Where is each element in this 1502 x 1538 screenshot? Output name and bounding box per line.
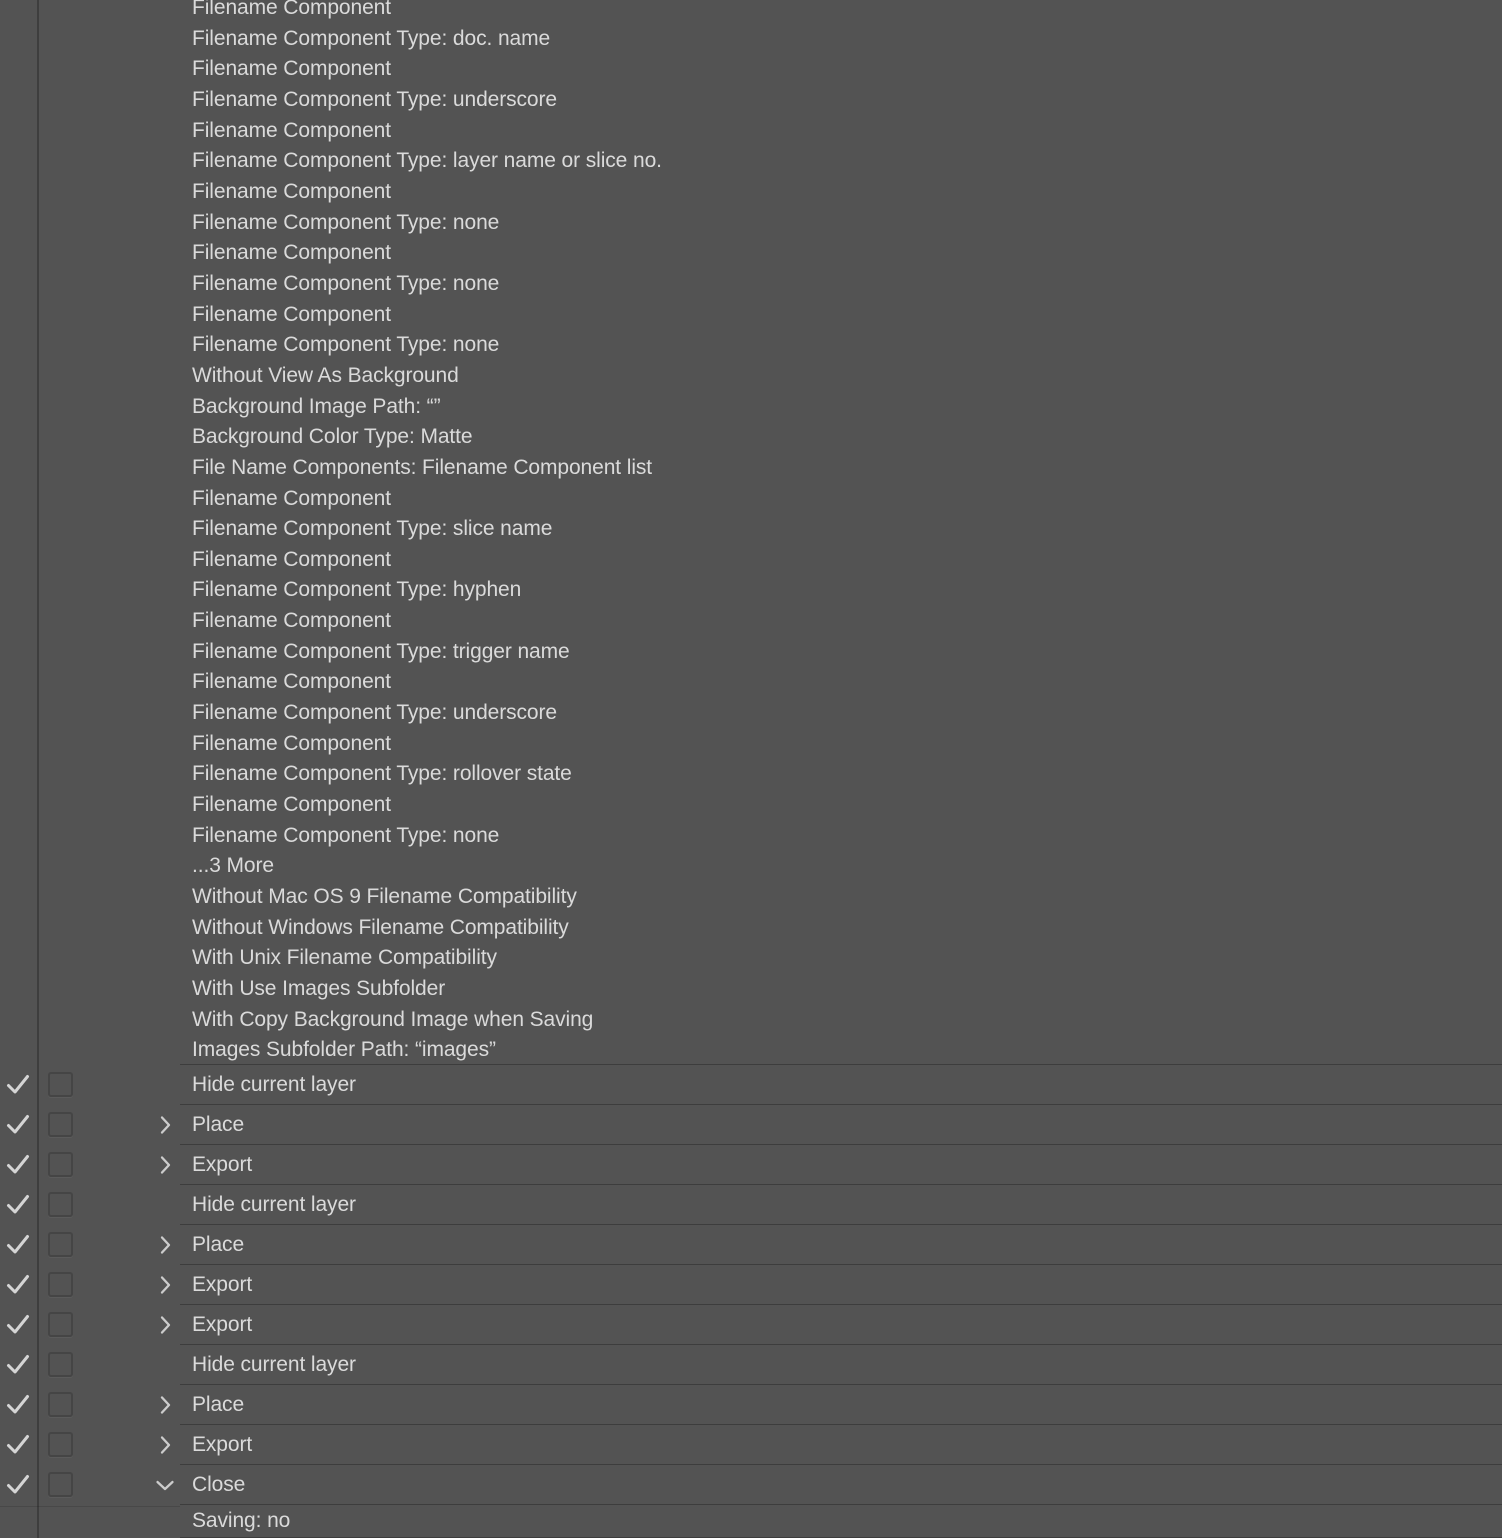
expand-toggle[interactable] [152,1272,178,1298]
action-step-label: Hide current layer [192,1352,356,1376]
action-detail-line: Without View As Background [192,363,459,387]
action-detail-line: Filename Component Type: none [192,271,500,295]
action-row[interactable] [0,1145,1502,1185]
dialog-toggle-checkbox[interactable] [48,1232,73,1257]
dialog-toggle-checkbox[interactable] [48,1112,73,1137]
expand-toggle[interactable] [152,1112,178,1138]
action-detail-line: Filename Component Type: none [192,333,500,357]
include-toggle[interactable] [4,1231,32,1259]
action-row[interactable] [0,1345,1502,1385]
chevron-right-icon [152,1432,178,1458]
include-toggle[interactable] [4,1471,32,1499]
action-detail-line: Images Subfolder Path: “images” [192,1038,496,1062]
expand-toggle[interactable] [152,1432,178,1458]
include-toggle[interactable] [4,1191,32,1219]
action-detail-line: Filename Component Type: none [192,210,500,234]
action-detail-line: With Unix Filename Compatibility [192,946,497,970]
action-row[interactable] [0,1265,1502,1305]
include-toggle[interactable] [4,1431,32,1459]
action-detail-line: Background Image Path: “” [192,394,441,418]
action-detail-line: Filename Component [192,0,391,19]
include-toggle[interactable] [4,1351,32,1379]
action-detail-line: File Name Components: Filename Component list [192,455,653,479]
checkmark-icon [4,1311,32,1339]
action-row[interactable] [0,1185,1502,1225]
expand-toggle[interactable] [152,1232,178,1258]
action-detail-line: Filename Component [192,179,391,203]
action-detail-line: Background Color Type: Matte [192,425,473,449]
action-detail-list [192,0,1502,1066]
action-detail-line: Filename Component Type: hyphen [192,578,522,602]
dialog-toggle-checkbox[interactable] [48,1352,73,1377]
action-detail-line: Filename Component [192,731,391,755]
expand-toggle[interactable] [152,1312,178,1338]
checkmark-icon [4,1071,32,1099]
action-row[interactable] [0,1105,1502,1145]
checkmark-icon [4,1471,32,1499]
chevron-right-icon [152,1392,178,1418]
action-detail-line: Filename Component [192,609,391,633]
action-step-label: Export [192,1432,253,1456]
action-detail-line: With Copy Background Image when Saving [192,1007,594,1031]
action-detail-line: ...3 More [192,854,274,878]
action-step-label: Place [192,1232,245,1256]
action-detail-line: Filename Component Type: layer name or slice no. [192,149,662,173]
chevron-right-icon [152,1272,178,1298]
include-toggle[interactable] [4,1111,32,1139]
action-detail-line: Filename Component [192,241,391,265]
include-toggle[interactable] [4,1071,32,1099]
action-detail-line: Filename Component [192,486,391,510]
action-detail-line: Filename Component Type: slice name [192,517,553,541]
gutter-end-divider [0,1506,180,1507]
action-row[interactable] [0,1065,1502,1105]
action-step-label: Export [192,1312,253,1336]
action-detail-line: Filename Component [192,547,391,571]
chevron-right-icon [152,1232,178,1258]
action-detail-line: Filename Component Type: underscore [192,87,557,111]
action-detail-line: Filename Component [192,118,391,142]
include-toggle[interactable] [4,1151,32,1179]
action-detail-line: With Use Images Subfolder [192,977,446,1000]
action-step-label: Export [192,1152,253,1176]
action-row[interactable] [0,1305,1502,1345]
action-detail-line: Without Windows Filename Compatibility [192,915,569,939]
action-detail-line: Filename Component [192,57,391,81]
action-step-label: Place [192,1392,245,1416]
action-detail-line: Filename Component Type: rollover state [192,762,572,786]
include-toggle[interactable] [4,1391,32,1419]
action-detail-line: Filename Component [192,670,391,694]
chevron-right-icon [152,1312,178,1338]
checkmark-icon [4,1271,32,1299]
action-detail-line: Filename Component Type: underscore [192,701,557,725]
checkmark-icon [4,1431,32,1459]
action-step-label: Export [192,1272,253,1296]
action-detail-line: Filename Component Type: trigger name [192,639,570,663]
checkmark-icon [4,1231,32,1259]
dialog-toggle-checkbox[interactable] [48,1392,73,1417]
chevron-down-icon [152,1472,178,1498]
action-detail-line: Filename Component [192,793,391,817]
include-toggle[interactable] [4,1311,32,1339]
action-detail-line: Filename Component [192,302,391,326]
checkmark-icon [4,1391,32,1419]
dialog-toggle-checkbox[interactable] [48,1272,73,1297]
action-detail-line: Filename Component Type: none [192,823,500,847]
action-detail-line: Saving: no [192,1508,291,1532]
checkmark-icon [4,1111,32,1139]
action-row[interactable] [0,1465,1502,1505]
include-toggle[interactable] [4,1271,32,1299]
dialog-toggle-checkbox[interactable] [48,1312,73,1337]
dialog-toggle-checkbox[interactable] [48,1152,73,1177]
action-step-label: Hide current layer [192,1072,356,1096]
checkmark-icon [4,1151,32,1179]
dialog-toggle-checkbox[interactable] [48,1072,73,1097]
expand-toggle[interactable] [152,1472,178,1498]
action-row[interactable] [0,1385,1502,1425]
action-step-list [0,1065,1502,1505]
dialog-toggle-checkbox[interactable] [48,1472,73,1497]
action-detail-list-bottom [192,1505,1502,1537]
action-detail-line: Without Mac OS 9 Filename Compatibility [192,885,577,909]
action-row[interactable] [0,1225,1502,1265]
action-row[interactable] [0,1425,1502,1465]
expand-toggle[interactable] [152,1392,178,1418]
chevron-right-icon [152,1112,178,1138]
expand-toggle[interactable] [152,1152,178,1178]
checkmark-icon [4,1191,32,1219]
action-step-label: Hide current layer [192,1192,356,1216]
chevron-right-icon [152,1152,178,1178]
action-step-label: Place [192,1112,245,1136]
action-step-label: Close [192,1472,246,1496]
dialog-toggle-checkbox[interactable] [48,1192,73,1217]
checkmark-icon [4,1351,32,1379]
dialog-toggle-checkbox[interactable] [48,1432,73,1457]
action-detail-line: Filename Component Type: doc. name [192,26,551,50]
